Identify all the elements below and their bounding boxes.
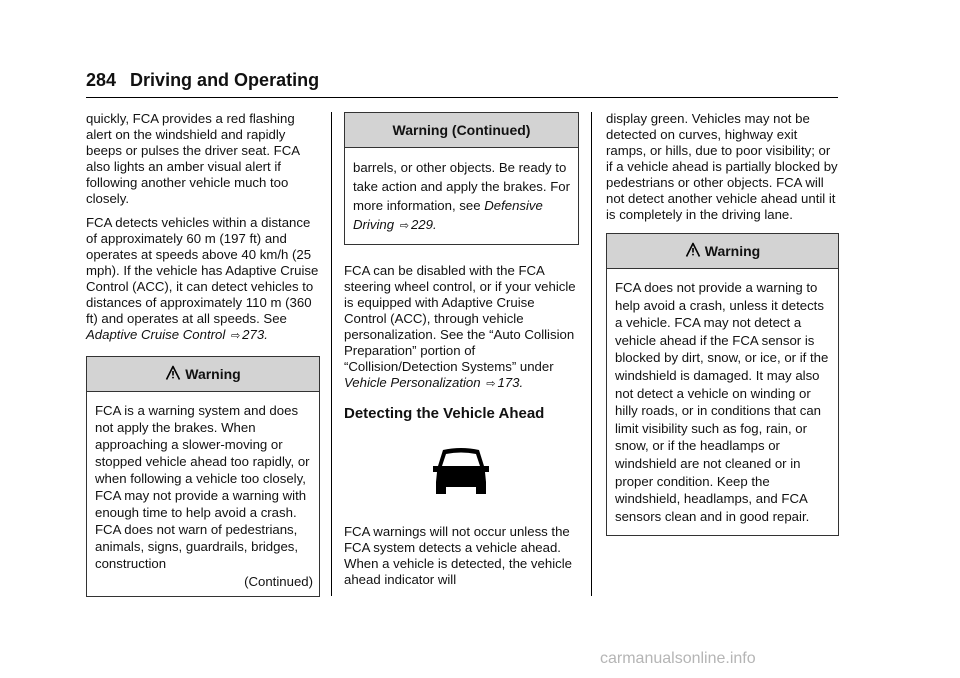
page-ref-arrow-icon: ⇨ [486,378,496,390]
header-rule [86,97,838,98]
warning-text: FCA is a warning system and does not apply the brakes. When approaching a slower-moving or stopped vehicle ahead too rapidly, or when following a vehicle too closely, FCA may not provide a warning with enough time to help avoid a crash. FCA does not warn of pedestrians, animals, signs, guardrails, bridges, construction [95,403,310,571]
continued-label: (Continued) [244,574,313,589]
warning-title: Warning (Continued) [345,113,578,148]
warning-icon [165,365,181,381]
column-divider [331,112,332,596]
warning-text: FCA does not provide a warning to help avoid a crash, unless it detects a vehicle. FCA may not detect a vehicle ahead if the FCA sensor is blocked by dirt, snow, or ice, or if the windshield is damaged. It may also not detect a vehicle on winding or hilly roads, or in conditions that can limit visibility such as fog, rain, or snow, or if the headlamps or windshield are not cleaned or in proper condition. Keep the windshield, headlamps, and FCA sensors clean and in good repair. [615,280,829,524]
watermark: carmanualsonline.info [600,650,756,667]
warning-title: Warning [607,234,838,269]
warning-box-continued [344,112,579,245]
paragraph: FCA can be disabled with the FCA steering wheel control, or if your vehicle is equipped with Adaptive Cruise Control (ACC), through vehicle personalization. See the “Auto Collision Preparation” portion of “Collision/Detection Systems” under Vehicle Personalization ⇨ 173. [344,263,576,390]
warning-box [86,356,320,597]
cross-reference-link[interactable]: Defensive Driving ⇨ 229. [353,198,543,232]
cross-reference-link[interactable]: Adaptive Cruise Control ⇨ 273. [86,327,268,342]
column-2 [344,102,579,587]
paragraph: FCA detects vehicles within a distance of approximately 60 m (197 ft) and operates at speeds above 40 km/h (25 mph). If the vehicle has Adaptive Cruise Control (ACC), it can detect vehicles to distances of approximately 110 m (360 ft) and operates at all speeds. See Adaptive Cruise Control ⇨ 273. [86,215,319,342]
paragraph: FCA warnings will not occur unless the FCA system detects a vehicle ahead. When a vehicle is detected, the vehicle ahead indicator will [344,524,572,587]
section-heading: Detecting the Vehicle Ahead [344,405,545,422]
paragraph: display green. Vehicles may not be detected on curves, highway exit ramps, or hills, due to poor visibility; or if a vehicle ahead is partially blocked by pedestrians or other objects. FCA will not detect another vehicle ahead until it is completely in the driving lane. [606,111,838,222]
paragraph: quickly, FCA provides a red flashing alert on the windshield and rapidly beeps or pulses the driver seat. FCA also lights an amber visual alert if following another vehicle much too closely. [86,111,300,206]
vehicle-ahead-indicator-icon [431,446,491,498]
column-3 [606,111,839,536]
page-number: 284 [86,70,117,90]
warning-text: barrels, or other objects. Be ready to take action and apply the brakes. For more information, see Defensive Driving ⇨ 229. [353,160,570,232]
column-divider [591,112,592,596]
warning-title: Warning [87,357,319,392]
page-header [86,70,319,91]
page-ref-arrow-icon: ⇨ [399,220,409,232]
section-title: Driving and Operating [130,70,320,90]
page-ref-arrow-icon: ⇨ [230,330,241,342]
warning-icon [685,242,701,258]
warning-box [606,233,839,536]
cross-reference-link[interactable]: Vehicle Personalization ⇨ 173. [344,375,524,390]
column-1 [86,111,320,597]
